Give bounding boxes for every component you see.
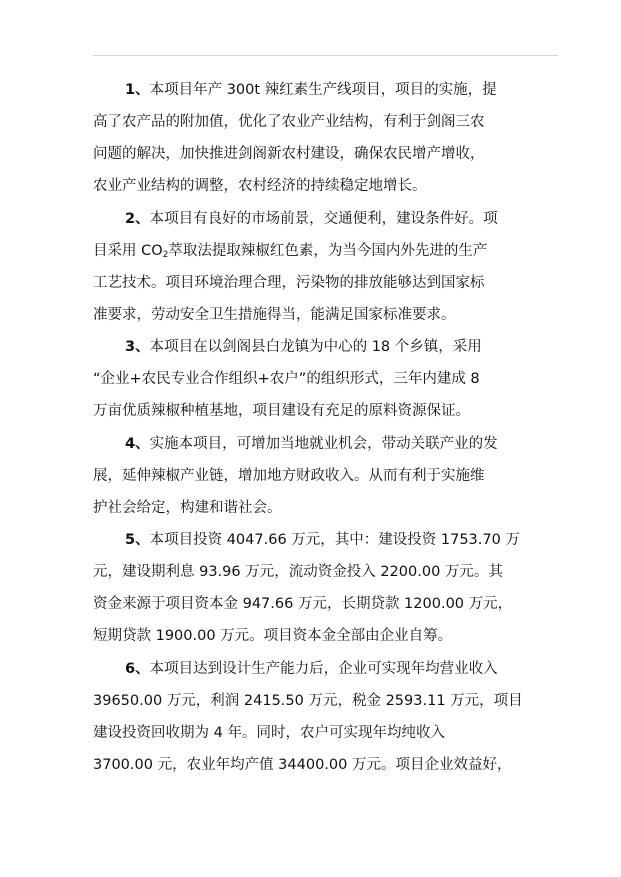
text-line: 本项目年产 300t 辣红素生产线项目，项目的实施，提 [149, 82, 497, 98]
paragraph-6-line-4: 3700.00 元，农业年均产值 34400.00 万元。项目企业效益好， [93, 756, 512, 773]
paragraph-separator: 、 [135, 339, 150, 356]
paragraph-separator: 、 [135, 435, 150, 452]
paragraph-separator: 、 [135, 531, 150, 548]
paragraph-2-line-4: 准要求，劳动安全卫生措施得当，能满足国家标准要求。 [93, 306, 456, 323]
text-line: 本项目投资 4047.66 万元，其中：建设投资 1753.70 万 [149, 531, 520, 548]
paragraph-6-line-1 [93, 653, 563, 685]
paragraph-number: 6 [125, 660, 136, 677]
paragraph-5-line-2: 元，建设期利息 93.96 万元，流动资金投入 2200.00 万元。其 [93, 564, 503, 581]
paragraph-5-line-4: 短期贷款 1900.00 万元。项目资本金全部由企业自筹。 [93, 628, 453, 645]
paragraph-3-line-1 [93, 331, 563, 363]
paragraph-6-line-3: 建设投资回收期为 4 年。同时，农户可实现年均纯收入 [93, 724, 445, 741]
paragraph-separator: 、 [135, 210, 150, 227]
paragraph-5-line-3: 资金来源于项目资本金 947.66 万元，长期贷款 1200.00 万元， [93, 596, 513, 613]
co2-subscript: 2 [162, 249, 169, 260]
paragraph-6-line-2: 39650.00 万元，利润 2415.50 万元，税金 2593.11 万元，项目 [93, 692, 523, 709]
paragraph-4-line-3: 护社会给定，构建和谐社会。 [93, 499, 282, 516]
paragraph-2-line-3: 工艺技术。项目环境治理合理，污染物的排放能够达到国家标 [93, 274, 485, 291]
text-line: 实施本项目，可增加当地就业机会，带动关联产业的发 [149, 435, 498, 452]
paragraph-1-line-4: 农业产业结构的调整，农村经济的持续稳定地增长。 [93, 178, 427, 195]
paragraph-separator: 、 [135, 82, 150, 98]
paragraph-4-line-2: 展，延伸辣椒产业链，增加地方财政收入。从而有利于实施维 [93, 467, 485, 484]
text-line: 本项目有良好的市场前景，交通便利，建设条件好。项 [149, 210, 498, 227]
text-segment: 目采用 CO [93, 242, 163, 259]
paragraph-separator: 、 [135, 660, 150, 677]
paragraph-5-line-1 [93, 524, 563, 556]
paragraph-number: 5 [125, 531, 136, 548]
paragraph-3-line-3: 万亩优质辣椒种植基地，项目建设有充足的原料资源保证。 [93, 403, 470, 420]
header-rule [93, 55, 558, 56]
document-body [93, 74, 563, 781]
text-segment: 萃取法提取辣椒红色素，为当今国内外先进的生产 [168, 242, 488, 259]
paragraph-2-line-2 [93, 235, 563, 267]
paragraph-1-line-3: 问题的解决，加快推进剑阁新农村建设，确保农民增产增收， [93, 146, 485, 163]
text-line: 本项目在以剑阁县白龙镇为中心的 18 个乡镇，采用 [149, 339, 482, 356]
paragraph-1-line-2: 高了农产品的附加值，优化了农业产业结构，有利于剑阁三农 [93, 114, 485, 131]
paragraph-2-line-1 [93, 203, 563, 235]
paragraph-3-line-2: “企业+农民专业合作组织+农户”的组织形式，三年内建成 8 [93, 371, 480, 388]
text-line: 本项目达到设计生产能力后，企业可实现年均营业收入 [149, 660, 498, 677]
paragraph-4-line-1 [93, 428, 563, 460]
paragraph-number: 4 [125, 435, 136, 452]
paragraph-number: 3 [125, 339, 136, 356]
paragraph-1-line-1 [93, 74, 563, 106]
paragraph-number: 1 [125, 82, 136, 98]
paragraph-number: 2 [125, 210, 136, 227]
